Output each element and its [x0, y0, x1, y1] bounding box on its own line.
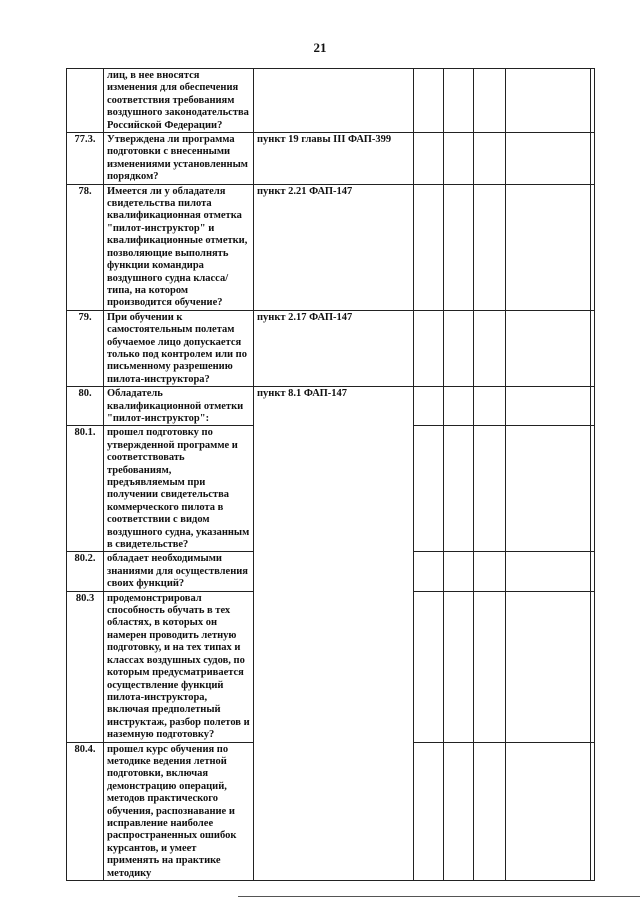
extra-cell: [591, 387, 595, 426]
extra-cell: [591, 552, 595, 591]
answer-no-cell: [444, 426, 474, 552]
answer-no-cell: [444, 133, 474, 185]
answer-na-cell: [474, 426, 506, 552]
item-number: 77.3.: [67, 133, 104, 185]
item-number: 80.1.: [67, 426, 104, 552]
answer-yes-cell: [414, 742, 444, 880]
item-number: 80.3: [67, 591, 104, 742]
question-cell: прошел курс обучения по методике ведения летной подготовки, включая демонстрацию операций, методов практического обучения, распознавание и исправление наиболее распространенных ошибок курсантов, и умеет применять на практике методику: [104, 742, 254, 880]
bottom-divider: [238, 896, 640, 897]
answer-na-cell: [474, 184, 506, 310]
answer-na-cell: [474, 552, 506, 591]
page-number: 21: [313, 40, 327, 55]
item-number: 80.2.: [67, 552, 104, 591]
answer-na-cell: [474, 742, 506, 880]
answer-no-cell: [444, 310, 474, 386]
question-cell: Обладатель квалификационной отметки "пилот-инструктор":: [104, 387, 254, 426]
reference-cell: пункт 2.17 ФАП-147: [254, 310, 414, 386]
answer-yes-cell: [414, 387, 444, 426]
extra-cell: [591, 69, 595, 133]
answer-no-cell: [444, 69, 474, 133]
question-cell: прошел подготовку по утвержденной программе и соответствовать требованиям, предъявляемым при получении свидетельства коммерческого пилота в соответствии с видом воздушного судна, указанным в свидетельстве?: [104, 426, 254, 552]
table-row: [67, 69, 595, 133]
answer-na-cell: [474, 133, 506, 185]
question-cell: Имеется ли у обладателя свидетельства пилота квалификационная отметка "пилот-инструктор" и квалификационные отметки, позволяющие выполнять функции командира воздушного судна класса/типа, на котором производится обучение?: [104, 184, 254, 310]
question-cell: лиц, в нее вносятся изменения для обеспечения соответствия требованиям воздушного законодательства Российской Федерации?: [104, 69, 254, 133]
answer-na-cell: [474, 69, 506, 133]
answer-na-cell: [474, 387, 506, 426]
answer-na-cell: [474, 591, 506, 742]
answer-yes-cell: [414, 133, 444, 185]
answer-yes-cell: [414, 184, 444, 310]
extra-cell: [591, 133, 595, 185]
answer-no-cell: [444, 591, 474, 742]
comment-cell: [506, 552, 591, 591]
comment-cell: [506, 184, 591, 310]
answer-no-cell: [444, 387, 474, 426]
item-number: 80.: [67, 387, 104, 426]
question-cell: Утверждена ли программа подготовки с внесенными изменениями установленным порядком?: [104, 133, 254, 185]
item-number: [67, 69, 104, 133]
extra-cell: [591, 742, 595, 880]
comment-cell: [506, 310, 591, 386]
answer-yes-cell: [414, 69, 444, 133]
extra-cell: [591, 310, 595, 386]
answer-na-cell: [474, 310, 506, 386]
comment-cell: [506, 387, 591, 426]
answer-yes-cell: [414, 426, 444, 552]
comment-cell: [506, 133, 591, 185]
answer-yes-cell: [414, 591, 444, 742]
extra-cell: [591, 591, 595, 742]
comment-cell: [506, 426, 591, 552]
table-row: [67, 184, 595, 310]
reference-cell: [254, 69, 414, 133]
answer-yes-cell: [414, 552, 444, 591]
answer-no-cell: [444, 552, 474, 591]
item-number: 78.: [67, 184, 104, 310]
comment-cell: [506, 591, 591, 742]
reference-cell: пункт 2.21 ФАП-147: [254, 184, 414, 310]
question-cell: продемонстрировал способность обучать в тех областях, в которых он намерен проводить летную подготовку, и на тех типах и классах воздушных судов, по которым предусматривается осуществление функций пилота-инструктора, включая предполетный инструктаж, разбор полетов и наземную подготовку?: [104, 591, 254, 742]
comment-cell: [506, 742, 591, 880]
item-number: 79.: [67, 310, 104, 386]
checklist-table: [66, 68, 595, 881]
question-cell: обладает необходимыми знаниями для осуществления своих функций?: [104, 552, 254, 591]
answer-no-cell: [444, 184, 474, 310]
extra-cell: [591, 426, 595, 552]
comment-cell: [506, 69, 591, 133]
reference-cell: пункт 19 главы III ФАП-399: [254, 133, 414, 185]
table-row: [67, 133, 595, 185]
question-cell: При обучении к самостоятельным полетам обучаемое лицо допускается только под контролем или по письменному разрешению пилота-инструктора?: [104, 310, 254, 386]
table-row: [67, 387, 595, 426]
reference-cell: пункт 8.1 ФАП-147: [254, 387, 414, 881]
table-row: [67, 310, 595, 386]
answer-no-cell: [444, 742, 474, 880]
item-number: 80.4.: [67, 742, 104, 880]
answer-yes-cell: [414, 310, 444, 386]
extra-cell: [591, 184, 595, 310]
